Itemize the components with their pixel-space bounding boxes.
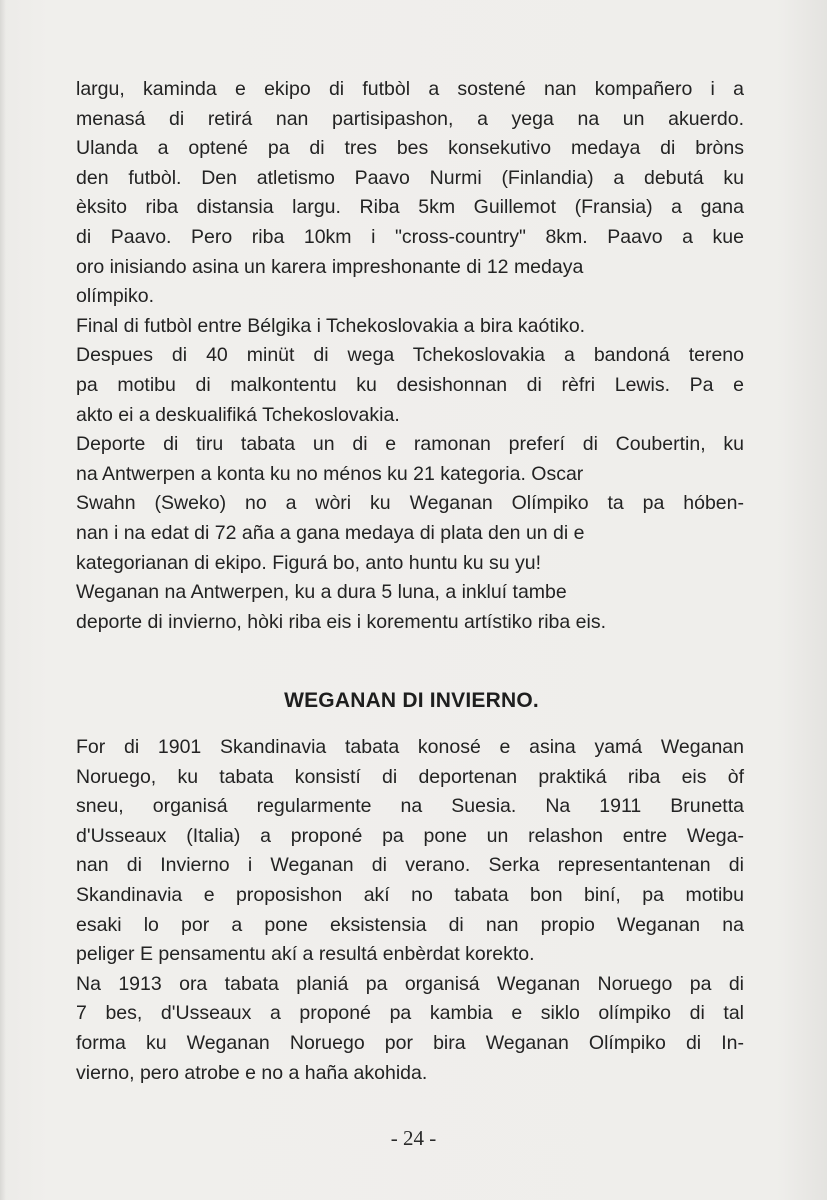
text-line: Weganan na Antwerpen, ku a dura 5 luna, a inkluí tambe — [76, 581, 567, 604]
text-line: kategorianan di ekipo. Figurá bo, anto huntu ku su yu! — [76, 551, 542, 574]
text-line: vierno, pero atrobe e no a haña akohida. — [76, 1061, 428, 1084]
text-line: d'Usseaux (Italia) a proponé pa pone un relashon entre Wega- — [76, 824, 744, 847]
text-line: forma ku Weganan Noruego por bira Weganan Olímpiko di In- — [76, 1031, 744, 1054]
text-line: den futbòl. Den atletismo Paavo Nurmi (Finlandia) a debutá ku — [76, 166, 744, 189]
text-line: akto ei a deskualifiká Tchekoslovakia. — [76, 403, 400, 426]
text-line: menasá di retirá nan partisipashon, a yega na un akuerdo. — [76, 107, 744, 130]
text-line: 7 bes, d'Usseaux a proponé pa kambia e siklo olímpiko di tal — [76, 1002, 744, 1025]
text-line: nan di Invierno i Weganan di verano. Serka representantenan di — [76, 854, 744, 877]
text-line: sneu, organisá regularmente na Suesia. Na 1911 Brunetta — [76, 795, 744, 818]
text-line: olímpiko. — [76, 285, 155, 308]
text-line: For di 1901 Skandinavia tabata konosé e asina yamá Weganan — [76, 736, 744, 758]
text-line: Final di futbòl entre Bélgika i Tchekoslovakia a bira kaótiko. — [76, 314, 586, 337]
text-line: Swahn (Sweko) no a wòri ku Weganan Olímpiko ta pa hóben- — [76, 492, 744, 515]
text-line: na Antwerpen a konta ku no ménos ku 21 kategoria. Oscar — [76, 462, 584, 485]
text-line: deporte di invierno, hòki riba eis i korementu artístiko riba eis. — [76, 610, 607, 633]
body-text-upper — [76, 75, 744, 637]
text-line: Noruego, ku tabata konsistí di deportenan praktiká riba eis òf — [76, 765, 744, 788]
text-line: Deporte di tiru tabata un di e ramonan preferí di Coubertin, ku — [76, 433, 744, 456]
text-line: oro inisiando asina un karera impreshonante di 12 medaya — [76, 255, 584, 278]
text-line: largu, kaminda e ekipo di futbòl a sostené nan kompañero i a — [76, 78, 744, 100]
text-line: èksito riba distansia largu. Riba 5km Guillemot (Fransia) a gana — [76, 196, 744, 219]
body-text-lower — [76, 733, 744, 1088]
text-line: pa motibu di malkontentu ku desishonnan di rèfri Lewis. Pa e — [76, 373, 744, 396]
text-line: nan i na edat di 72 aña a gana medaya di plata den un di e — [76, 521, 585, 544]
text-line: Skandinavia e proposishon akí no tabata bon biní, pa motibu — [76, 883, 744, 906]
section-heading — [0, 689, 827, 713]
text-line: Na 1913 ora tabata planiá pa organisá Weganan Noruego pa di — [76, 972, 744, 995]
text-line: peliger E pensamentu akí a resultá enbèrdat korekto. — [76, 943, 535, 966]
text-line: esaki lo por a pone eksistensia di nan propio Weganan na — [76, 913, 744, 936]
text-line: Ulanda a optené pa di tres bes konsekutivo medaya di bròns — [76, 137, 744, 160]
page-number: - 24 - — [390, 1126, 437, 1150]
text-line: di Paavo. Pero riba 10km i "cross-country" 8km. Paavo a kue — [76, 225, 744, 248]
text-line: Despues di 40 minüt di wega Tchekoslovakia a bandoná tereno — [76, 344, 744, 367]
heading-text: WEGANAN DI INVIERNO. — [284, 689, 539, 712]
